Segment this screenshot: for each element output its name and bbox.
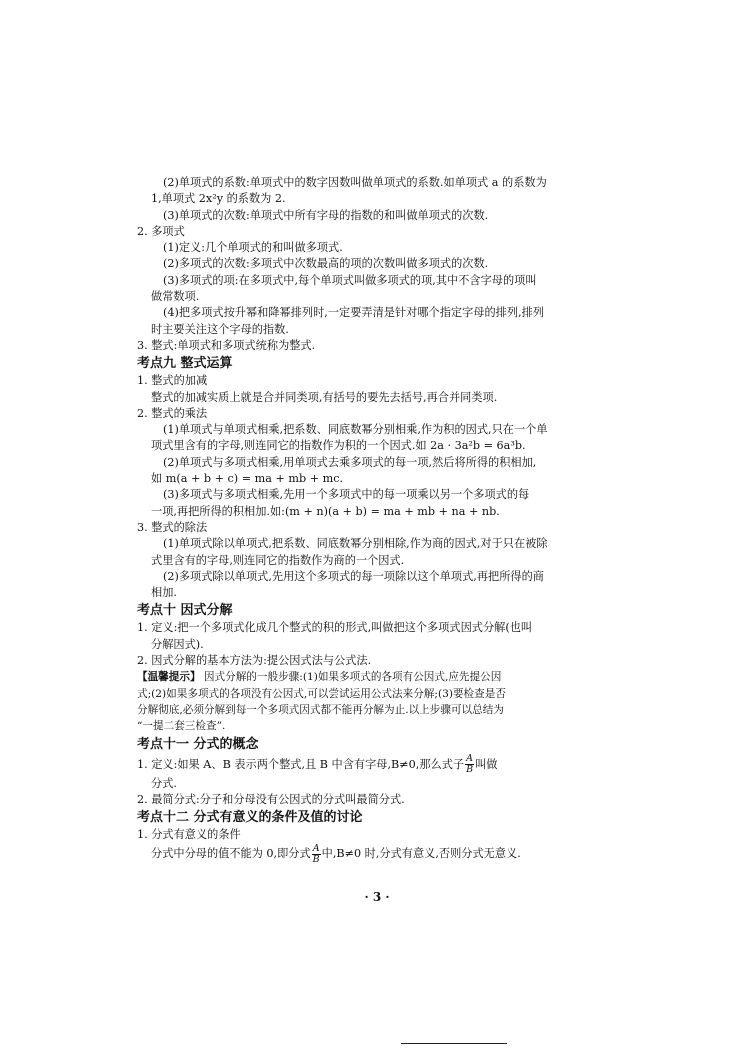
text-span: 中,B≠0 时,分式有意义,否则分式无意义. bbox=[321, 847, 521, 861]
text-span: 1. 定义:如果 A、B 表示两个整式,且 B 中含有字母,B≠0,那么式子 bbox=[137, 757, 465, 771]
text-line: 分式. bbox=[151, 776, 177, 790]
text-line: (2)多项式除以单项式,先用这个多项式的每一项除以这个单项式,再把所得的商 bbox=[163, 569, 544, 583]
fraction bbox=[312, 844, 321, 865]
definition-line bbox=[137, 754, 617, 776]
text-line: 整式的加减实质上就是合并同类项,有括号的要先去括号,再合并同类项. bbox=[151, 390, 498, 404]
fraction-denominator: B bbox=[312, 853, 320, 865]
text-line: 分解因式). bbox=[151, 637, 204, 651]
tip-text: 分解彻底,必须分解到每一个多项式因式都不能再分解为止.以上步骤可以总结为 bbox=[137, 703, 504, 716]
text-line: (1)定义:几个单项式的和叫做多项式. bbox=[163, 241, 343, 255]
tip-text: 式;(2)如果多项式的各项没有公因式,可以尝试运用公式法来分解;(3)要检查是否 bbox=[137, 687, 506, 700]
text-line: 3. 整式的除法 bbox=[137, 520, 208, 534]
text-line: (2)单项式的系数:单项式中的数字因数叫做单项式的系数.如单项式 a 的系数为 bbox=[163, 176, 547, 189]
text-line: 相加. bbox=[151, 586, 177, 600]
text-line: 式里含有的字母,则连同它的指数作为商的一个因式. bbox=[151, 553, 405, 567]
text-line: (3)多项式的项:在多项式中,每个单项式叫做多项式的项,其中不含字母的项叫 bbox=[163, 273, 537, 287]
text-line: 1. 整式的加减 bbox=[137, 374, 208, 388]
text-line: (2)单项式与多项式相乘,用单项式去乘多项式的每一项,然后将所得的积相加, bbox=[163, 455, 537, 469]
fraction bbox=[465, 754, 474, 775]
document-page bbox=[137, 175, 617, 904]
page-number: · 3 · bbox=[364, 890, 390, 904]
text-line: (1)单项式除以单项式,把系数、同底数幂分别相除,作为商的因式,对于只在被除 bbox=[163, 537, 548, 551]
section-heading: 考点九 整式运算 bbox=[137, 356, 233, 372]
text-line: 3. 整式:单项式和多项式统称为整式. bbox=[137, 338, 316, 352]
text-line: (3)单项式的次数:单项式中所有字母的指数的和叫做单项式的次数. bbox=[163, 208, 489, 222]
text-line: 1. 定义:把一个多项式化成几个整式的积的形式,叫做把这个多项式因式分解(也叫 bbox=[137, 621, 533, 635]
section-heading: 考点十一 分式的概念 bbox=[137, 736, 259, 752]
footer-rule bbox=[401, 1043, 507, 1044]
text-line: (1)单项式与单项式相乘,把系数、同底数幂分别相乘,作为积的因式,只在一个单 bbox=[163, 423, 548, 437]
condition-line bbox=[137, 843, 617, 865]
text-line: 1. 分式有意义的条件 bbox=[137, 828, 241, 842]
tip-text: 因式分解的一般步骤:(1)如果多项式的各项有公因式,应先提公因 bbox=[200, 671, 502, 684]
tip-box bbox=[137, 669, 617, 685]
fraction-denominator: B bbox=[466, 764, 474, 775]
text-line: 做常数项. bbox=[151, 290, 200, 304]
fraction-numerator: A bbox=[312, 842, 320, 854]
text-line: 2. 最简分式:分子和分母没有公因式的分式叫最简分式. bbox=[137, 792, 405, 806]
tip-text: “一提二套三检查”. bbox=[137, 720, 226, 733]
text-line: 一项,再把所得的积相加.如:(m + n)(a + b) = ma + mb + na + nb. bbox=[151, 504, 500, 518]
text-line: 1,单项式 2x²y 的系数为 2. bbox=[151, 192, 286, 206]
text-line: 时主要关注这个字母的指数. bbox=[151, 322, 289, 336]
text-line: 2. 整式的乘法 bbox=[137, 406, 208, 420]
fraction-numerator: A bbox=[466, 753, 473, 764]
section-heading: 考点十 因式分解 bbox=[137, 603, 233, 619]
text-line: 项式里含有的字母,则连同它的指数作为积的一个因式.如 2a · 3a²b = 6a³b. bbox=[151, 439, 526, 453]
text-line: (4)把多项式按升幂和降幂排列时,一定要弄清是针对哪个指定字母的排列,排列 bbox=[163, 306, 544, 320]
text-line: 如 m(a + b + c) = ma + mb + mc. bbox=[151, 472, 344, 486]
tip-label: 【温馨提示】 bbox=[137, 671, 201, 684]
section-heading: 考点十二 分式有意义的条件及值的讨论 bbox=[137, 810, 363, 826]
text-span: 叫做 bbox=[475, 757, 498, 771]
text-line: (2)多项式的次数:多项式中次数最高的项的次数叫做多项式的次数. bbox=[163, 257, 489, 271]
text-line: (3)多项式与多项式相乘,先用一个多项式中的每一项乘以另一个多项式的每 bbox=[163, 488, 530, 502]
text-span: 分式中分母的值不能为 0,即分式 bbox=[151, 847, 311, 861]
text-line: 2. 因式分解的基本方法为:提公因式法与公式法. bbox=[137, 654, 372, 668]
text-line: 2. 多项式 bbox=[137, 224, 185, 238]
